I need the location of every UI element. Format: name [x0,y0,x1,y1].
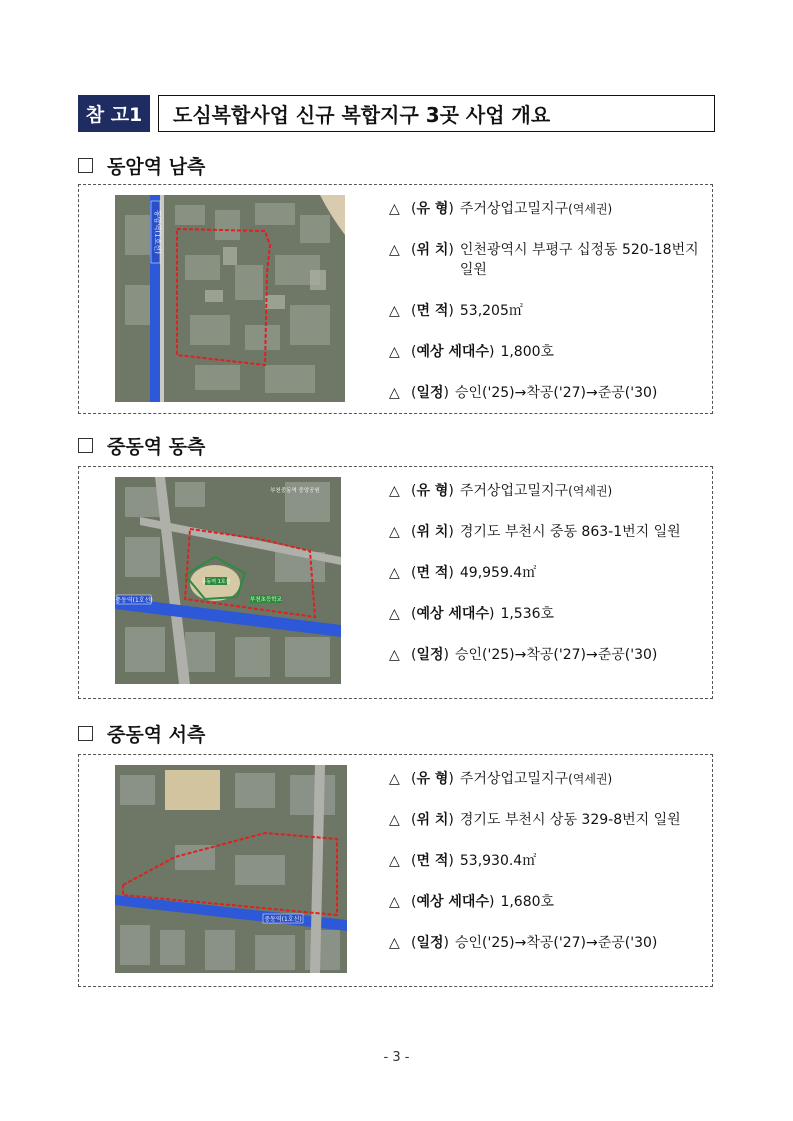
section-box-1 [78,184,713,414]
map-station-label: 동암역(1호선) [153,210,162,254]
section-title-text: 동암역 남측 [107,156,206,178]
reference-header [78,95,715,132]
project-details-2 [389,481,709,686]
aerial-map-1 [115,195,345,402]
section-title-text: 중동역 동측 [107,436,206,458]
page-title: 도심복합사업 신규 복합지구 3곳 사업 개요 [158,95,715,132]
triangle-bullet-icon: △ [389,606,400,622]
map-park-label: 부천초등학교 [250,597,282,603]
map-station-label: 중동역(1호선) [115,597,153,604]
section-title-1 [78,152,205,179]
detail-row-type: △ (유 형) 주거상업고밀지구(역세권) [389,201,613,217]
triangle-bullet-icon: △ [389,812,400,828]
triangle-bullet-icon: △ [389,524,400,540]
triangle-bullet-icon: △ [389,771,400,787]
detail-row-schedule: △ (일정) 승인('25)→착공('27)→준공('30) [389,385,658,401]
triangle-bullet-icon: △ [389,565,400,581]
triangle-bullet-icon: △ [389,894,400,910]
triangle-bullet-icon: △ [389,647,400,663]
detail-row-units: △ (예상 세대수) 1,536호 [389,606,555,622]
triangle-bullet-icon: △ [389,853,400,869]
section-title-3 [78,720,205,747]
triangle-bullet-icon: △ [389,303,400,319]
project-details-3 [389,769,709,974]
section-title-text: 중동역 서측 [107,724,206,746]
triangle-bullet-icon: △ [389,242,400,258]
detail-row-area: △ (면 적) 53,930.4㎡ [389,853,537,869]
detail-row-location: △ (위 치) 경기도 부천시 중동 863-1번지 일원 [389,524,681,540]
project-details-1 [389,199,709,424]
map-school-label: 중동역 1호선 [201,579,231,585]
detail-row-type: △ (유 형) 주거상업고밀지구(역세권) [389,483,613,499]
page-number: - 3 - [383,1050,410,1065]
square-bullet-icon [78,158,93,173]
square-bullet-icon [78,726,93,741]
triangle-bullet-icon: △ [389,483,400,499]
triangle-bullet-icon: △ [389,935,400,951]
detail-row-area: △ (면 적) 49,959.4㎡ [389,565,537,581]
detail-row-location: △ (위 치) 경기도 부천시 상동 329-8번지 일원 [389,812,681,828]
aerial-map-2 [115,477,341,684]
detail-row-schedule: △ (일정) 승인('25)→착공('27)→준공('30) [389,935,658,951]
aerial-map-3 [115,765,347,973]
reference-tag: 참 고1 [78,95,150,132]
map-area-label: 부천중동역 중앙공원 [270,488,320,494]
map-station-label: 중동역(1호선) [264,916,302,923]
detail-row-type: △ (유 형) 주거상업고밀지구(역세권) [389,771,613,787]
square-bullet-icon [78,438,93,453]
detail-row-units: △ (예상 세대수) 1,680호 [389,894,555,910]
section-title-2 [78,432,205,459]
section-box-3 [78,754,713,987]
detail-row-area: △ (면 적) 53,205㎡ [389,303,523,319]
detail-row-schedule: △ (일정) 승인('25)→착공('27)→준공('30) [389,647,658,663]
detail-row-units: △ (예상 세대수) 1,800호 [389,344,555,360]
triangle-bullet-icon: △ [389,201,400,217]
triangle-bullet-icon: △ [389,385,400,401]
detail-row-location: △ (위 치) 인천광역시 부평구 십정동 520-18번지 일원 [389,242,699,278]
section-box-2 [78,466,713,699]
triangle-bullet-icon: △ [389,344,400,360]
